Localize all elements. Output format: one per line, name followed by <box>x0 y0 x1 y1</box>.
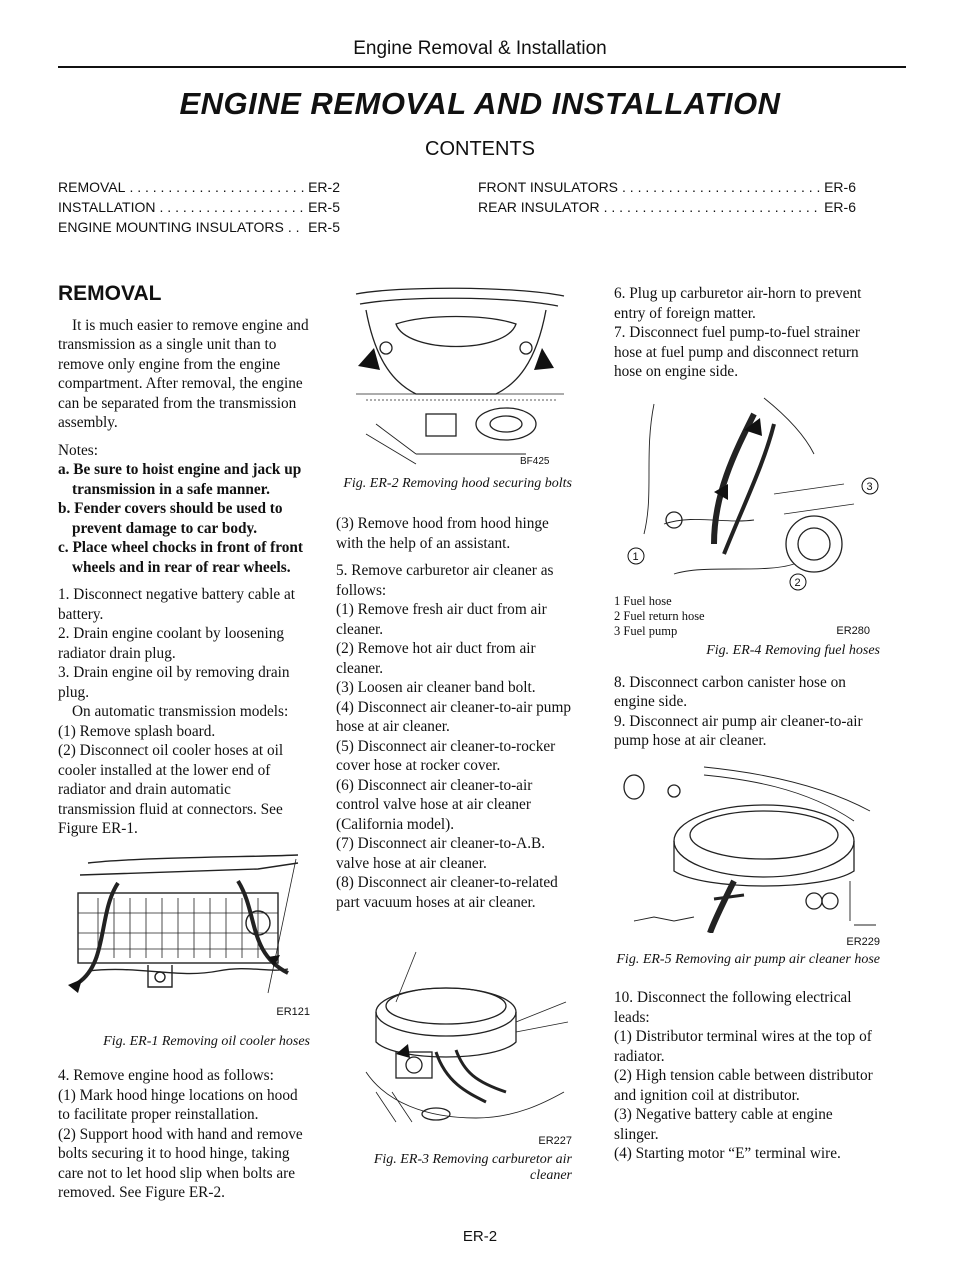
figure-code: ER280 <box>836 624 870 637</box>
step-item: (7) Disconnect air cleaner-to-A.B. valve hose at air cleaner. <box>336 835 546 872</box>
intro-paragraph: It is much easier to remove engine and transmission as a single unit than to remove only engine from the engine compartment. After removal, the engine can be separated from the transmission assembly. <box>58 316 309 431</box>
figure-caption: Fig. ER-4 Removing fuel hoses <box>706 642 880 658</box>
figure-code: ER229 <box>846 935 880 948</box>
auto-label: On automatic transmission models: <box>72 703 289 720</box>
figure-legend <box>614 594 880 639</box>
figure-er2 <box>336 284 572 492</box>
legend-item: 1 Fuel hose <box>614 593 672 608</box>
step-item: 6. Plug up carburetor air-horn to prevent entry of foreign matter. <box>614 285 862 322</box>
fuel-hoses-illustration <box>614 394 880 594</box>
toc-right <box>478 177 856 217</box>
air-pump-hose-illustration <box>614 761 880 933</box>
step-item: (1) Distributor terminal wires at the top of radiator. <box>614 1028 872 1065</box>
step-item: (2) Disconnect oil cooler hoses at oil cooler installed at the lower end of radiator and drain automatic transmission fluid at connectors. See Figure ER-1. <box>58 742 284 837</box>
toc-left <box>58 177 340 237</box>
figure-code: BF425 <box>520 456 550 467</box>
legend-item-row <box>614 624 880 639</box>
figure-er3 <box>336 942 572 1184</box>
toc-entry[interactable]: ENGINE MOUNTING INSULATORS . . . ER-5 <box>58 217 340 237</box>
step-item: 1. Disconnect negative battery cable at battery. <box>58 586 295 623</box>
step-item: 7. Disconnect fuel pump-to-fuel strainer hose at fuel pump and disconnect return hose on engine side. <box>614 324 860 380</box>
step-item: (4) Starting motor “E” terminal wire. <box>614 1145 841 1162</box>
running-header: Engine Removal & Installation <box>353 38 607 59</box>
column-middle <box>336 284 572 1184</box>
toc-entry[interactable]: REAR INSULATOR . . . ER-6 <box>478 197 856 217</box>
figure-caption: Fig. ER-5 Removing air pump air cleaner hose <box>616 952 880 967</box>
note-item: c. Place wheel chocks in front of front wheels and in rear of rear wheels. <box>58 539 303 576</box>
figure-caption: Fig. ER-1 Removing oil cooler hoses <box>103 1034 310 1049</box>
figure-caption: Fig. ER-2 Removing hood securing bolts <box>343 476 572 491</box>
hood-bolts-illustration <box>336 284 572 470</box>
callout-3: 3 <box>866 480 873 493</box>
step-item: (2) High tension cable between distributor and ignition coil at distributor. <box>614 1067 873 1104</box>
step-item: (1) Remove fresh air duct from air cleaner. <box>336 601 547 638</box>
figure-er4 <box>614 394 880 659</box>
oil-cooler-illustration <box>58 853 310 1003</box>
column-left <box>58 284 310 1203</box>
step-item: 3. Drain engine oil by removing drain plug. <box>58 664 290 701</box>
step-item: (1) Mark hood hinge locations on hood to facilitate proper reinstallation. <box>58 1086 298 1123</box>
step-item: (5) Disconnect air cleaner-to-rocker cover hose at rocker cover. <box>336 737 556 774</box>
notes-label: Notes: <box>58 441 98 459</box>
callout-1: 1 <box>632 550 639 563</box>
note-item: a. Be sure to hoist engine and jack up transmission in a safe manner. <box>58 461 302 498</box>
step-item: (1) Remove splash board. <box>58 722 216 740</box>
step-item: (3) Negative battery cable at engine slinger. <box>614 1106 833 1143</box>
figure-code: ER227 <box>538 1135 572 1147</box>
figure-code: ER121 <box>276 1005 310 1018</box>
figure-er5 <box>614 761 880 969</box>
step-item: (2) Support hood with hand and remove bolts securing it to hood hinge, taking care not to let hood slip when bolts are removed. See Figure ER-2. <box>58 1125 303 1201</box>
toc-entry[interactable]: INSTALLATION . . . ER-5 <box>58 197 340 217</box>
step-item: (6) Disconnect air cleaner-to-air control valve hose at air cleaner (California model). <box>336 776 533 833</box>
step-item: (3) Loosen air cleaner band bolt. <box>336 679 536 696</box>
step-item: (8) Disconnect air cleaner-to-related part vacuum hoses at air cleaner. <box>336 874 558 911</box>
section-heading-removal: REMOVAL <box>58 282 162 305</box>
legend-item: 2 Fuel return hose <box>614 608 705 623</box>
legend-item: 3 Fuel pump <box>614 623 678 638</box>
step-item: (3) Remove hood from hood hinge with the help of an assistant. <box>336 515 549 552</box>
toc-entry[interactable]: REMOVAL . . . ER-2 <box>58 177 340 197</box>
callout-2: 2 <box>794 576 801 589</box>
step-item: (2) Remove hot air duct from air cleaner. <box>336 640 536 677</box>
air-cleaner-illustration <box>336 942 572 1132</box>
step-item: 4. Remove engine hood as follows: <box>58 1067 274 1084</box>
header-rule <box>58 66 906 68</box>
step-item: 10. Disconnect the following electrical leads: <box>614 989 852 1026</box>
figure-caption: Fig. ER-3 Removing carburetor air cleaner <box>373 1151 572 1183</box>
step-item: 5. Remove carburetor air cleaner as follows: <box>336 562 554 599</box>
page-number: ER-2 <box>462 1228 498 1245</box>
toc-entry[interactable]: FRONT INSULATORS . . . ER-6 <box>478 177 856 197</box>
column-right <box>614 284 880 1164</box>
step-item: 9. Disconnect air pump air cleaner-to-air pump hose at air cleaner. <box>614 712 863 749</box>
step-item: 8. Disconnect carbon canister hose on engine side. <box>614 673 846 710</box>
contents-heading: CONTENTS <box>425 138 535 160</box>
figure-er1 <box>58 853 310 1051</box>
step-item: (4) Disconnect air cleaner-to-air pump hose at air cleaner. <box>336 698 571 735</box>
page-title: ENGINE REMOVAL AND INSTALLATION <box>179 86 781 121</box>
step-item: 2. Drain engine coolant by loosening radiator drain plug. <box>58 625 285 662</box>
note-item: b. Fender covers should be used to prevent damage to car body. <box>58 500 283 537</box>
